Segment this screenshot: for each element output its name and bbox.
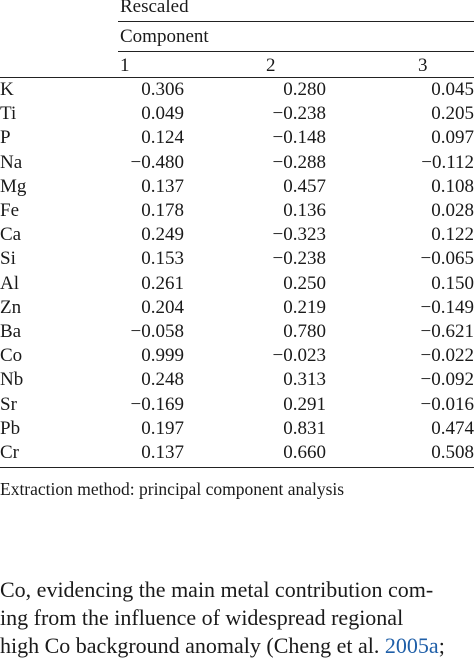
loading-component-1: 0.137 [141, 442, 184, 463]
loading-component-1: 0.178 [141, 200, 184, 221]
table-row [0, 127, 474, 149]
body-line-3-text: high Co background anomaly (Cheng et al. [0, 633, 385, 658]
loading-component-2: −0.148 [272, 127, 326, 149]
loading-component-1: 0.249 [141, 224, 184, 246]
loading-component-1: 0.124 [141, 127, 184, 149]
body-line-3-end: ; [438, 633, 445, 658]
element-label: Sr [0, 393, 17, 415]
table-row [0, 394, 474, 416]
loading-component-3: −0.022 [420, 345, 474, 367]
element-label: Ba [0, 321, 22, 342]
loading-component-3: −0.112 [421, 151, 474, 173]
loading-component-1: 0.204 [141, 296, 184, 318]
loading-component-3: −0.149 [420, 296, 474, 318]
table-row [0, 176, 474, 198]
loading-component-3: 0.097 [431, 127, 474, 149]
loading-component-2: 0.457 [283, 175, 326, 197]
table-row [0, 103, 474, 125]
loading-component-3: 0.045 [431, 79, 474, 100]
loading-component-1: 0.306 [141, 79, 184, 100]
element-label: Cr [0, 442, 19, 463]
element-label: Co [0, 345, 23, 367]
table-row [0, 273, 474, 295]
table-caption: Extraction method: principal component analysis [0, 479, 345, 499]
loading-component-2: −0.238 [272, 248, 326, 270]
loading-component-1: −0.058 [130, 321, 184, 342]
loading-component-3: −0.621 [420, 321, 474, 342]
element-label: K [0, 79, 14, 100]
rule-under-component [118, 51, 474, 52]
element-label: Fe [0, 200, 19, 221]
loading-component-3: −0.016 [420, 393, 474, 415]
loading-component-1: 0.049 [141, 103, 184, 125]
header-rescaled: Rescaled [120, 0, 189, 17]
loading-component-3: 0.028 [431, 200, 474, 221]
loading-component-1: 0.261 [141, 272, 184, 294]
rule-table-bottom [0, 467, 474, 468]
table-row [0, 79, 474, 101]
loading-component-2: −0.323 [272, 224, 326, 246]
loading-component-3: −0.092 [420, 369, 474, 391]
loading-component-1: 0.153 [141, 248, 184, 270]
element-label: Ca [0, 224, 22, 246]
body-line-1: Co, evidencing the main metal contribution com- [0, 577, 434, 602]
table-row [0, 345, 474, 367]
loading-component-2: 0.831 [283, 417, 326, 439]
element-label: Si [0, 248, 16, 270]
element-label: Ti [0, 103, 17, 125]
loading-component-2: 0.250 [283, 272, 326, 294]
loading-component-1: −0.480 [130, 151, 184, 173]
loading-component-2: 0.660 [283, 442, 326, 463]
loading-component-1: 0.999 [141, 345, 184, 367]
loading-component-1: −0.169 [130, 393, 184, 415]
loading-component-2: 0.291 [283, 393, 326, 415]
loading-component-2: 0.219 [283, 296, 326, 318]
table-row [0, 297, 474, 319]
loading-component-1: 0.137 [141, 175, 184, 197]
loading-component-1: 0.248 [141, 369, 184, 391]
loading-component-2: −0.023 [272, 345, 326, 367]
component-number-3: 3 [418, 55, 428, 76]
element-label: Nb [0, 369, 24, 391]
loading-component-2: −0.238 [272, 103, 326, 125]
loading-component-2: 0.780 [283, 321, 326, 342]
table-row [0, 418, 474, 440]
component-number-2: 2 [266, 55, 276, 76]
loading-component-3: −0.065 [420, 248, 474, 270]
element-label: Pb [0, 417, 21, 439]
loading-component-3: 0.122 [431, 224, 474, 246]
table-row [0, 200, 474, 222]
table-row [0, 152, 474, 174]
rule-under-rescaled [118, 21, 474, 22]
table-row [0, 369, 474, 391]
element-label: Zn [0, 296, 22, 318]
table-row [0, 442, 474, 464]
loading-component-1: 0.197 [141, 417, 184, 439]
element-label: Mg [0, 175, 27, 197]
loading-component-2: 0.313 [283, 369, 326, 391]
element-label: Na [0, 151, 23, 173]
table-row [0, 321, 474, 343]
loading-component-2: 0.280 [283, 79, 326, 100]
body-line-3 [0, 632, 445, 660]
element-label: P [0, 127, 11, 149]
component-number-1: 1 [120, 55, 130, 76]
loading-component-3: 0.108 [431, 175, 474, 197]
loading-component-3: 0.474 [431, 417, 474, 439]
rule-header-bottom [0, 77, 474, 78]
loading-component-3: 0.508 [431, 442, 474, 463]
loading-component-2: −0.288 [272, 151, 326, 173]
element-label: Al [0, 272, 19, 294]
header-component: Component [120, 26, 209, 47]
table-row [0, 224, 474, 246]
loading-component-3: 0.205 [431, 103, 474, 125]
loading-component-3: 0.150 [431, 272, 474, 294]
body-line-2: ing from the influence of widespread regional [0, 605, 404, 630]
citation-link[interactable]: 2005a [384, 633, 439, 658]
loading-component-2: 0.136 [283, 200, 326, 221]
table-row [0, 248, 474, 270]
